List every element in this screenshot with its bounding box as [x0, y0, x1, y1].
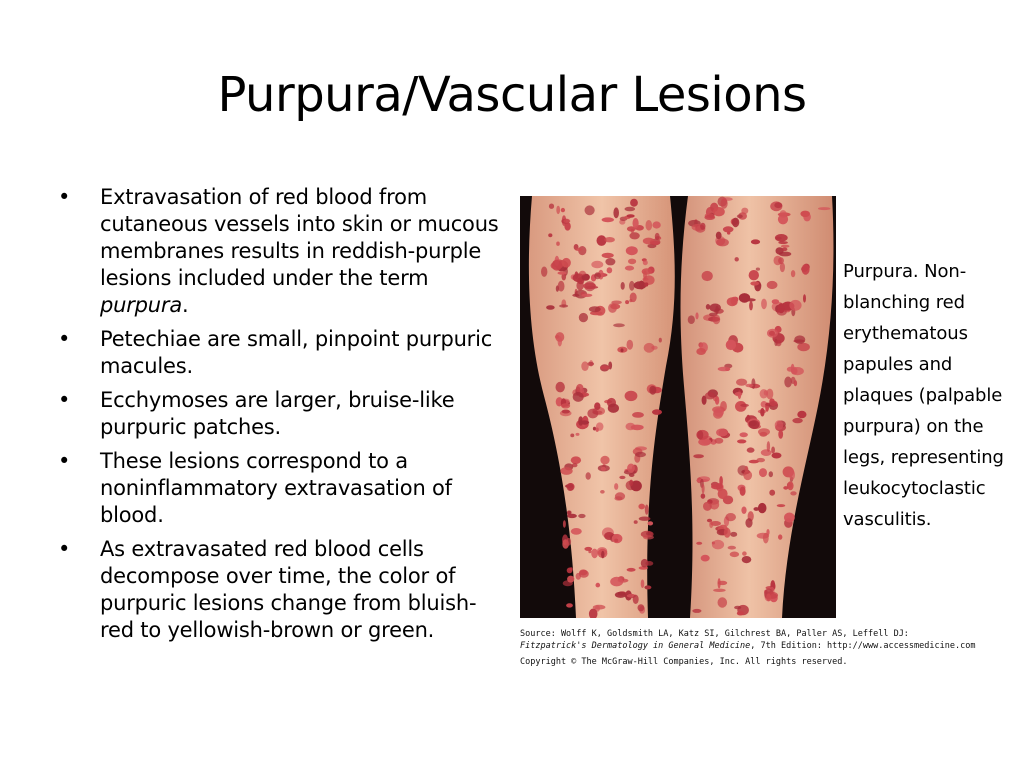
legs-illustration — [520, 196, 836, 618]
lesion-spot — [719, 476, 723, 486]
lesion-spot — [739, 293, 750, 303]
lesion-spot — [634, 520, 638, 524]
lesion-spot — [701, 493, 706, 498]
lesion-spot — [761, 299, 767, 310]
lesion-spot — [625, 300, 629, 304]
lesion-spot — [745, 384, 753, 387]
lesion-spot — [614, 496, 622, 500]
lesion-spot — [712, 540, 724, 550]
bullet-text: Ecchymoses are larger, bruise-like purpuric patches. — [100, 388, 455, 439]
lesion-spot — [591, 261, 603, 269]
lesion-spot — [730, 532, 737, 537]
lesion-spot — [558, 271, 567, 274]
lesion-spot — [610, 577, 623, 587]
bullet-item — [52, 536, 502, 644]
bullet-text: These lesions correspond to a noninflammatory extravasation of blood. — [100, 449, 452, 527]
lesion-spot — [621, 282, 625, 290]
lesion-spot — [725, 513, 736, 521]
lesion-spot — [779, 252, 791, 257]
bullet-marker: • — [58, 327, 71, 351]
lesion-spot — [703, 502, 712, 511]
lesion-spot — [732, 218, 739, 228]
bullet-text: Extravasation of red blood from cutaneous vessels into skin or mucous membranes results in reddish-purple lesions included under the term — [100, 185, 499, 290]
lesion-spot — [563, 520, 566, 528]
lesion-spot — [570, 434, 574, 438]
source-line: Source: Wolff K, Goldsmith LA, Katz SI, Gilchrest BA, Paller AS, Leffell DJ: — [520, 629, 909, 639]
lesion-spot — [693, 454, 704, 458]
lesion-spot — [778, 257, 784, 264]
lesion-spot — [778, 430, 783, 439]
lesion-spot — [780, 210, 787, 218]
lesion-spot — [710, 304, 721, 312]
lesion-spot — [549, 204, 554, 209]
lesion-spot — [745, 518, 752, 528]
lesion-spot — [602, 253, 614, 258]
lesion-spot — [627, 464, 635, 473]
lesion-spot — [596, 428, 599, 432]
lesion-spot — [645, 505, 649, 515]
lesion-spot — [771, 447, 775, 454]
lesion-spot — [652, 221, 660, 228]
bullet-item — [52, 448, 502, 529]
lesion-spot — [713, 589, 726, 592]
lesion-spot — [782, 248, 788, 252]
lesion-spot — [613, 207, 619, 218]
lesion-spot — [769, 331, 775, 336]
lesion-spot — [556, 382, 565, 393]
lesion-spot — [740, 404, 749, 407]
lesion-spot — [700, 223, 705, 230]
lesion-spot — [596, 583, 601, 588]
lesion-spot — [559, 304, 568, 307]
lesion-spot — [564, 219, 571, 223]
lesion-spot — [546, 305, 555, 310]
bullet-item — [52, 387, 502, 441]
lesion-spot — [701, 555, 710, 562]
lesion-spot — [747, 447, 755, 452]
lesion-spot — [730, 552, 739, 558]
lesion-spot — [578, 514, 585, 518]
lesion-spot — [635, 452, 646, 457]
book-title: Fitzpatrick's Dermatology in General Medicine — [520, 641, 751, 651]
lesion-spot — [584, 281, 595, 291]
lesion-spot — [778, 241, 788, 244]
lesion-spot — [558, 336, 562, 346]
lesion-spot — [772, 299, 779, 304]
lesion-spot — [614, 483, 618, 490]
bullet-text: Petechiae are small, pinpoint purpuric macules. — [100, 327, 493, 378]
lesion-spot — [581, 361, 588, 371]
lesion-spot — [789, 470, 795, 481]
lesion-spot — [562, 258, 571, 268]
lesion-spot — [803, 294, 806, 302]
lesion-spot — [728, 546, 736, 550]
lesion-spot — [650, 241, 660, 245]
lesion-spot — [791, 270, 795, 277]
lesion-spot — [692, 609, 701, 613]
lesion-spot — [741, 208, 748, 214]
lesion-spot — [724, 528, 731, 538]
lesion-spot — [791, 368, 797, 374]
lesion-spot — [749, 270, 759, 280]
lesion-spot — [541, 267, 547, 277]
lesion-spot — [743, 471, 752, 481]
lesion-spot — [644, 585, 651, 589]
lesion-spot — [600, 490, 605, 494]
lesion-spot — [721, 198, 728, 208]
lesion-spot — [571, 456, 581, 464]
lesion-spot — [639, 517, 651, 521]
lesion-spot — [774, 202, 782, 208]
lesion-spot — [600, 456, 609, 465]
lesion-spot — [576, 433, 580, 436]
lesion-spot — [760, 408, 764, 417]
lesion-spot — [718, 489, 728, 500]
lesion-spot — [629, 281, 635, 291]
lesion-spot — [589, 306, 601, 312]
lesion-spot — [777, 308, 787, 315]
lesion-spot — [713, 207, 725, 216]
lesion-spot — [632, 412, 644, 418]
lesion-spot — [759, 468, 767, 477]
bullet-text: As extravasated red blood cells decompose over time, the color of purpuric lesions change from bluish-red to yellowish-brown or green. — [100, 537, 477, 642]
lesion-spot — [766, 594, 771, 602]
lesion-spot — [783, 486, 788, 490]
book-edition-url: , 7th Edition: http://www.accessmedicine.com — [750, 641, 976, 651]
lesion-spot — [587, 409, 598, 419]
figure-caption: Purpura. Non-blanching red erythematous papules and plaques (palpable purpura) on the legs, representing leukocytoclastic vasculitis. — [843, 261, 1004, 530]
lesion-spot — [629, 480, 633, 486]
lesion-spot — [706, 304, 710, 310]
lesion-spot — [800, 211, 810, 217]
lesion-spot — [591, 549, 598, 559]
lesion-spot — [756, 268, 760, 271]
lesion-spot — [713, 315, 721, 325]
lesion-spot — [704, 215, 715, 220]
lesion-spot — [775, 234, 788, 242]
lesion-spot — [626, 246, 638, 255]
bullet-item — [52, 184, 502, 319]
lesion-spot — [600, 366, 610, 369]
lesion-spot — [740, 487, 746, 496]
lesion-spot — [652, 409, 662, 415]
lesion-spot — [572, 463, 578, 467]
lesion-spot — [573, 392, 584, 402]
lesion-spot — [581, 294, 592, 297]
lesion-spot — [756, 458, 765, 462]
lesion-spot — [588, 550, 591, 554]
lesion-spot — [758, 428, 770, 435]
lesion-spot — [604, 237, 615, 242]
lesion-spot — [633, 595, 639, 604]
lesion-spot — [628, 259, 636, 265]
bullet-emphasis: purpura — [100, 293, 183, 317]
lesion-spot — [777, 504, 785, 507]
lesion-spot — [641, 559, 649, 568]
lesion-spot — [735, 392, 743, 396]
lesion-spot — [579, 271, 586, 276]
lesion-spot — [646, 532, 652, 536]
lesion-spot — [750, 281, 759, 285]
lesion-spot — [638, 504, 645, 510]
lesion-spot — [601, 551, 604, 559]
lesion-spot — [794, 335, 805, 344]
lesion-spot — [607, 267, 613, 273]
lesion-spot — [643, 260, 648, 265]
lesion-spot — [776, 340, 782, 347]
lesion-spot — [702, 271, 713, 281]
lesion-spot — [614, 539, 618, 543]
lesion-spot — [552, 260, 562, 271]
lesion-spot — [594, 402, 600, 410]
lesion-spot — [715, 438, 724, 444]
lesion-spot — [630, 199, 638, 207]
lesion-spot — [560, 467, 572, 475]
lesion-spot — [736, 379, 747, 386]
lesion-spot — [561, 208, 565, 212]
lesion-spot — [790, 491, 796, 495]
lesion-spot — [742, 551, 747, 555]
lesion-spot — [648, 521, 654, 525]
lesion-spot — [562, 410, 570, 414]
lesion-spot — [769, 401, 777, 407]
lesion-spot — [629, 299, 632, 302]
source-book-line — [520, 640, 1010, 652]
lesion-spot — [567, 483, 574, 491]
lesion-spot — [644, 343, 655, 353]
lesion-spot — [727, 297, 738, 306]
lesion-spot — [602, 217, 614, 222]
lesion-spot — [778, 534, 782, 539]
lesion-spot — [767, 441, 770, 452]
lesion-spot — [761, 449, 772, 456]
bullet-marker: • — [58, 449, 71, 473]
lesion-spot — [621, 348, 624, 352]
copyright-line: Copyright © The McGraw-Hill Companies, Inc. All rights reserved. — [520, 657, 848, 667]
lesion-spot — [794, 380, 797, 386]
lesion-spot — [784, 377, 792, 388]
lesion-spot — [741, 507, 746, 514]
lesion-spot — [659, 338, 662, 343]
lesion-spot — [579, 570, 589, 578]
lesion-spot — [714, 408, 724, 417]
lesion-spot — [737, 214, 743, 218]
purpura-legs-photo — [520, 196, 836, 618]
lesion-spot — [726, 340, 736, 350]
lesion-spot — [749, 420, 760, 429]
lesion-spot — [580, 420, 590, 424]
lesion-spot — [718, 597, 728, 607]
bullet-marker: • — [58, 537, 71, 561]
lesion-spot — [575, 248, 582, 251]
lesion-spot — [697, 430, 703, 440]
lesion-spot — [605, 258, 615, 265]
lesion-spot — [754, 507, 760, 511]
lesion-spot — [615, 592, 626, 598]
lesion-spot — [561, 403, 570, 408]
lesion-spot — [567, 576, 574, 583]
lesion-spot — [585, 205, 595, 215]
lesion-spot — [767, 281, 778, 289]
lesion-spot — [763, 533, 769, 544]
lesion-spot — [633, 218, 639, 228]
lesion-spot — [735, 257, 739, 261]
bullet-marker: • — [58, 388, 71, 412]
lesion-spot — [716, 429, 728, 437]
lesion-spot — [566, 538, 571, 546]
lesion-spot — [696, 542, 702, 545]
lesion-spot — [625, 266, 634, 271]
lesion-spot — [646, 220, 653, 231]
lesion-spot — [716, 238, 729, 246]
lesion-spot — [649, 386, 656, 395]
lesion-spot — [737, 439, 746, 443]
lesion-spot — [705, 392, 715, 399]
lesion-spot — [627, 568, 636, 572]
lesion-spot — [571, 528, 582, 535]
lesion-spot — [579, 313, 588, 322]
lesion-spot — [556, 206, 560, 214]
lesion-spot — [792, 418, 802, 423]
bullet-list — [52, 184, 502, 651]
lesion-spot — [642, 268, 652, 275]
lesion-spot — [718, 367, 731, 372]
lesion-spot — [695, 312, 698, 319]
lesion-spot — [797, 411, 806, 419]
lesion-spot — [688, 315, 695, 324]
lesion-spot — [610, 304, 620, 310]
lesion-spot — [789, 300, 801, 311]
lesion-spot — [655, 233, 660, 240]
slide-title: Purpura/Vascular Lesions — [217, 67, 807, 123]
lesion-spot — [702, 484, 705, 494]
lesion-spot — [709, 521, 713, 528]
lesion-spot — [644, 282, 648, 286]
lesion-spot — [787, 481, 793, 490]
lesion-spot — [641, 579, 645, 588]
lesion-spot — [566, 603, 573, 607]
lesion-spot — [749, 301, 753, 310]
lesion-spot — [601, 467, 606, 471]
lesion-spot — [758, 503, 767, 513]
lesion-spot — [608, 404, 619, 413]
bullet-item — [52, 326, 502, 380]
lesion-spot — [625, 207, 636, 212]
lesion-spot — [769, 471, 773, 477]
lesion-spot — [740, 432, 748, 437]
lesion-spot — [751, 378, 755, 389]
lesion-spot — [627, 340, 634, 350]
lesion-spot — [696, 348, 706, 355]
lesion-spot — [716, 232, 722, 240]
lesion-spot — [775, 420, 784, 430]
lesion-spot — [643, 535, 654, 539]
lesion-spot — [638, 604, 645, 611]
lesion-spot — [627, 214, 635, 217]
lesion-spot — [626, 423, 636, 430]
lesion-spot — [764, 390, 768, 395]
lesion-spot — [619, 476, 625, 479]
lesion-spot — [556, 242, 560, 246]
lesion-spot — [629, 232, 639, 239]
lesion-spot — [734, 606, 741, 610]
lesion-spot — [784, 513, 795, 523]
lesion-spot — [567, 511, 571, 516]
lesion-spot — [567, 568, 573, 574]
lesion-spot — [751, 239, 760, 244]
lesion-spot — [625, 391, 638, 401]
lesion-spot — [594, 272, 601, 279]
lesion-spot — [586, 472, 591, 479]
lesion-spot — [769, 490, 775, 496]
bullet-text-end: . — [182, 293, 189, 317]
lesion-spot — [613, 323, 625, 327]
lesion-spot — [558, 281, 565, 292]
lesion-spot — [818, 207, 830, 210]
lesion-spot — [737, 611, 744, 615]
lesion-spot — [781, 245, 790, 248]
lesion-spot — [718, 578, 721, 588]
source-credit — [520, 628, 1010, 668]
lesion-spot — [742, 556, 752, 563]
lesion-spot — [548, 233, 552, 237]
bullet-marker: • — [58, 185, 71, 209]
lesion-spot — [727, 231, 730, 234]
lesion-spot — [797, 343, 810, 352]
lesion-spot — [802, 264, 810, 275]
